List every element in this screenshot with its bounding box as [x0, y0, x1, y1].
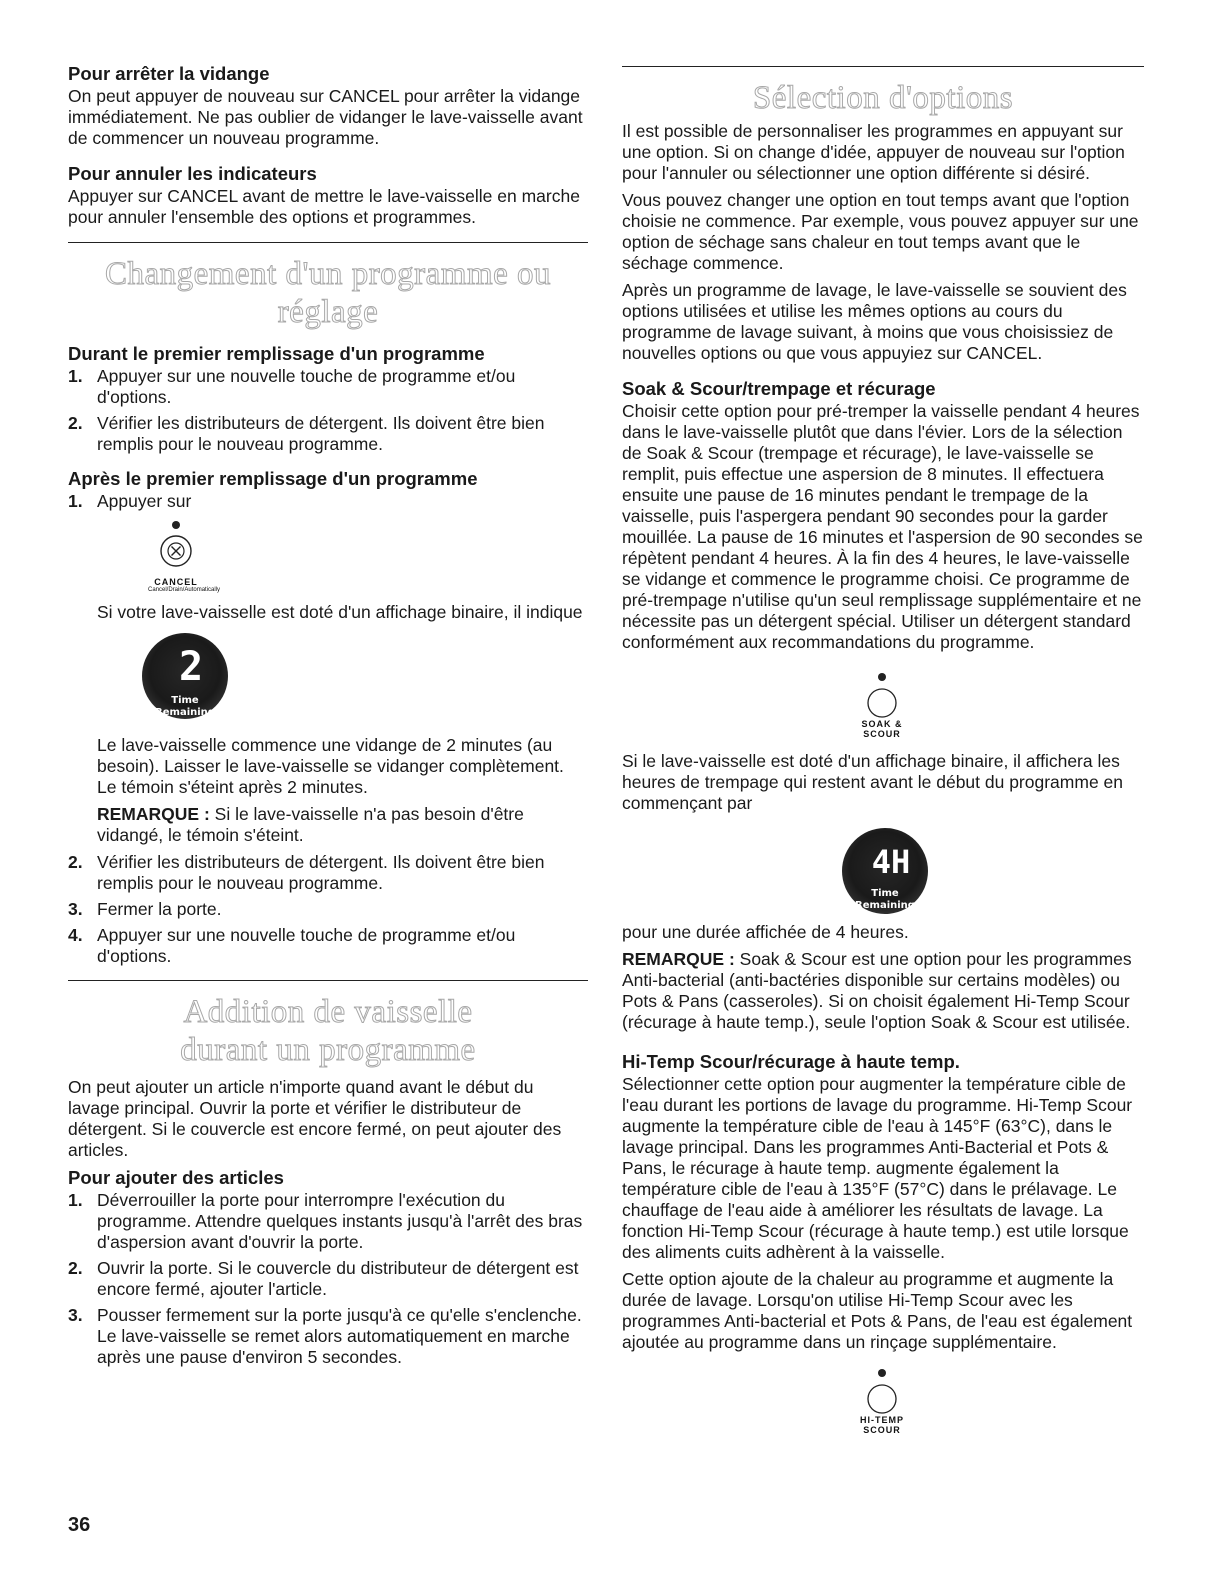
- hitemp-icon-label: HI-TEMP SCOUR: [860, 1415, 904, 1435]
- soak-heading: Soak & Scour/trempage et récurage: [622, 378, 936, 399]
- after-fill-step-1: [68, 491, 588, 512]
- add-dishes-title-line1: Addition de vaisselle: [183, 994, 473, 1030]
- cancel-button-icon: [148, 517, 221, 594]
- add-dishes-intro: On peut ajouter un article n'importe quand avant le début du lavage principal. Ouvrir la porte et vérifier le distributeur de détergent. Si le couvercle est encore fermé, on peut ajouter des articles.: [68, 1077, 562, 1160]
- list-item: 3. Fermer la porte.: [68, 899, 222, 919]
- hitemp-scour-button-icon: [842, 1367, 922, 1435]
- hitemp-p2: Cette option ajoute de la chaleur au programme et augmente la durée de lavage. Lorsqu'on utilise Hi-Temp Scour avec les programmes Anti-bacterial et Pots & Pans, de l'eau est également ajoutée au programme dans un rinçage supplémentaire.: [622, 1269, 1133, 1352]
- options-title: Sélection d'options: [752, 80, 1014, 116]
- left-column: [68, 0, 588, 1373]
- after-fill-heading: Après le premier remplissage d'un programme: [68, 468, 478, 489]
- add-dishes-heading: Pour ajouter des articles: [68, 1167, 284, 1188]
- options-p1: Il est possible de personnaliser les programmes en appuyant sur une option. Si on change d'idée, appuyer de nouveau sur l'option pour l'annuler ou sélectionner une option différente si désiré.: [622, 121, 1125, 183]
- soak-icon-label: SOAK & SCOUR: [861, 719, 903, 739]
- first-fill-steps: [68, 366, 588, 455]
- cancel-icon-label: CANCEL: [154, 577, 198, 587]
- soak-text: Choisir cette option pour pré-tremper la vaisselle pendant 4 heures dans le lave-vaisselle plutôt que dans l'évier. Lors de la sélection de Soak & Scour (trempage et récurage), le lave-vaisselle se remplit, puis effectue une aspersion de 8 minutes. Il effectuera ensuite une pause de 16 minutes pendant le trempage de la vaisselle, puis l'aspergera pendant 90 secondes pour la garder mouillée. La pause de 16 minutes et l'aspersion de 90 secondes se répètent pendant 4 heures. À la fin des 4 heures, le lave-vaisselle se vidange et commence le programme choisi. Ce programme de pré-trempage n'utilise qu'un seul remplissage supplémentaire et ne nécessite pas un détergent spécial. Utiliser un détergent standard conformément aux recommandations du programme.: [622, 401, 1143, 652]
- list-item: 4. Appuyer sur une nouvelle touche de programme et/ou d'options.: [68, 925, 516, 966]
- hitemp-heading: Hi-Temp Scour/récurage à haute temp.: [622, 1051, 960, 1072]
- soak-note: REMARQUE : Soak & Scour est une option pour les programmes Anti-bacterial (anti-bactéries disponible sur certains modèles) ou Pots & Pans (casseroles). Si on choisit également Hi-Temp Scour (récurage à haute temp.), seule l'option Soak & Scour est utilisée.: [622, 949, 1132, 1032]
- cancel-icon-sublabel: Cancel/Drain/Automatically: [148, 587, 221, 593]
- display-label: Time Remaining: [155, 695, 215, 718]
- page-number: 36: [68, 1514, 91, 1536]
- list-item: 1. Appuyer sur: [68, 491, 192, 511]
- drain-note: REMARQUE : Si le lave-vaisselle n'a pas besoin d'être vidangé, le témoin s'éteint.: [97, 804, 524, 845]
- binary-display-text: Si votre lave-vaisselle est doté d'un affichage binaire, il indique: [97, 602, 583, 622]
- add-dishes-title-line2: durant un programme: [180, 1032, 476, 1068]
- cancel-icon: [148, 517, 204, 577]
- list-item: 2. Vérifier les distributeurs de détergent. Ils doivent être bien remplis pour le nouveau programme.: [68, 852, 545, 893]
- soak-display-label: Time Remaining: [855, 888, 915, 911]
- list-item: 2. Vérifier les distributeurs de détergent. Ils doivent être bien remplis pour le nouveau programme.: [68, 413, 545, 454]
- soak-display-digit: 4H: [871, 843, 911, 881]
- after-fill-steps: [68, 852, 588, 967]
- hitemp-scour-icon: [842, 1367, 922, 1415]
- first-fill-heading: Durant le premier remplissage d'un programme: [68, 343, 485, 364]
- time-remaining-display: [142, 633, 228, 719]
- soak-scour-icon: [842, 671, 922, 719]
- add-dishes-steps: [68, 1190, 588, 1368]
- options-p2: Vous pouvez changer une option en tout temps avant que l'option choisie ne commence. Par exemple, vous pouvez appuyer sur une option de séchage sans chaleur en tout temps avant que le séchage commence.: [622, 190, 1139, 273]
- hitemp-p1: Sélectionner cette option pour augmenter la température cible de l'eau durant les portions de lavage du programme. Hi-Temp Scour augmente la température cible de l'eau à 145°F (63°C), dans le lavage principal. Dans les programmes Anti-Bacterial et Pots & Pans, le récurage à haute temp. augmente également la température cible de l'eau à 135°F (57°C) dans le prélavage. Le chauffage de l'eau aide à améliorer les résultats de lavage. La fonction Hi-Temp Scour (récurage à haute temp.) est utile lorsque des aliments cuits adhèrent à la vaisselle.: [622, 1074, 1133, 1262]
- list-item: 3. Pousser fermement sur la porte jusqu'à ce qu'elle s'enclenche. Le lave-vaisselle se remet alors automatiquement en marche après une pause d'environ 5 secondes.: [68, 1305, 582, 1367]
- stop-drain-text: On peut appuyer de nouveau sur CANCEL pour arrêter la vidange immédiatement. Ne pas oublier de vidanger le lave-vaisselle avant de commencer un nouveau programme.: [68, 86, 583, 148]
- options-p3: Après un programme de lavage, le lave-vaisselle se souvient des options utilisées et utilise les mêmes options au cours du programme de lavage suivant, à moins que vous choisissiez de nouvelles options ou que vous appuyiez sur CANCEL.: [622, 280, 1127, 363]
- change-section-title: Changement d'un programme ou réglage: [104, 256, 552, 330]
- display-digit: 2: [178, 644, 204, 690]
- stop-drain-heading: Pour arrêter la vidange: [68, 63, 270, 84]
- cancel-lights-text: Appuyer sur CANCEL avant de mettre le lave-vaisselle en marche pour annuler l'ensemble des options et programmes.: [68, 186, 580, 227]
- right-column: [622, 0, 1144, 1435]
- list-item: 1. Déverrouiller la porte pour interrompre l'exécution du programme. Attendre quelques instants jusqu'à l'arrêt des bras d'aspersion avant d'ouvrir la porte.: [68, 1190, 583, 1252]
- soak-scour-button-icon: [842, 671, 922, 739]
- drain-text: Le lave-vaisselle commence une vidange de 2 minutes (au besoin). Laisser le lave-vaisselle se vidanger complètement. Le témoin s'éteint après 2 minutes.: [97, 735, 564, 797]
- soak-time-remaining-display: [842, 828, 928, 914]
- list-item: 1. Appuyer sur une nouvelle touche de programme et/ou d'options.: [68, 366, 516, 407]
- soak-binary-text: Si le lave-vaisselle est doté d'un affichage binaire, il affichera les heures de trempage qui restent avant le début du programme en commençant par: [622, 751, 1124, 813]
- soak-after-display: pour une durée affichée de 4 heures.: [622, 922, 909, 942]
- list-item: 2. Ouvrir la porte. Si le couvercle du distributeur de détergent est encore fermé, ajouter l'article.: [68, 1258, 579, 1299]
- cancel-lights-heading: Pour annuler les indicateurs: [68, 163, 317, 184]
